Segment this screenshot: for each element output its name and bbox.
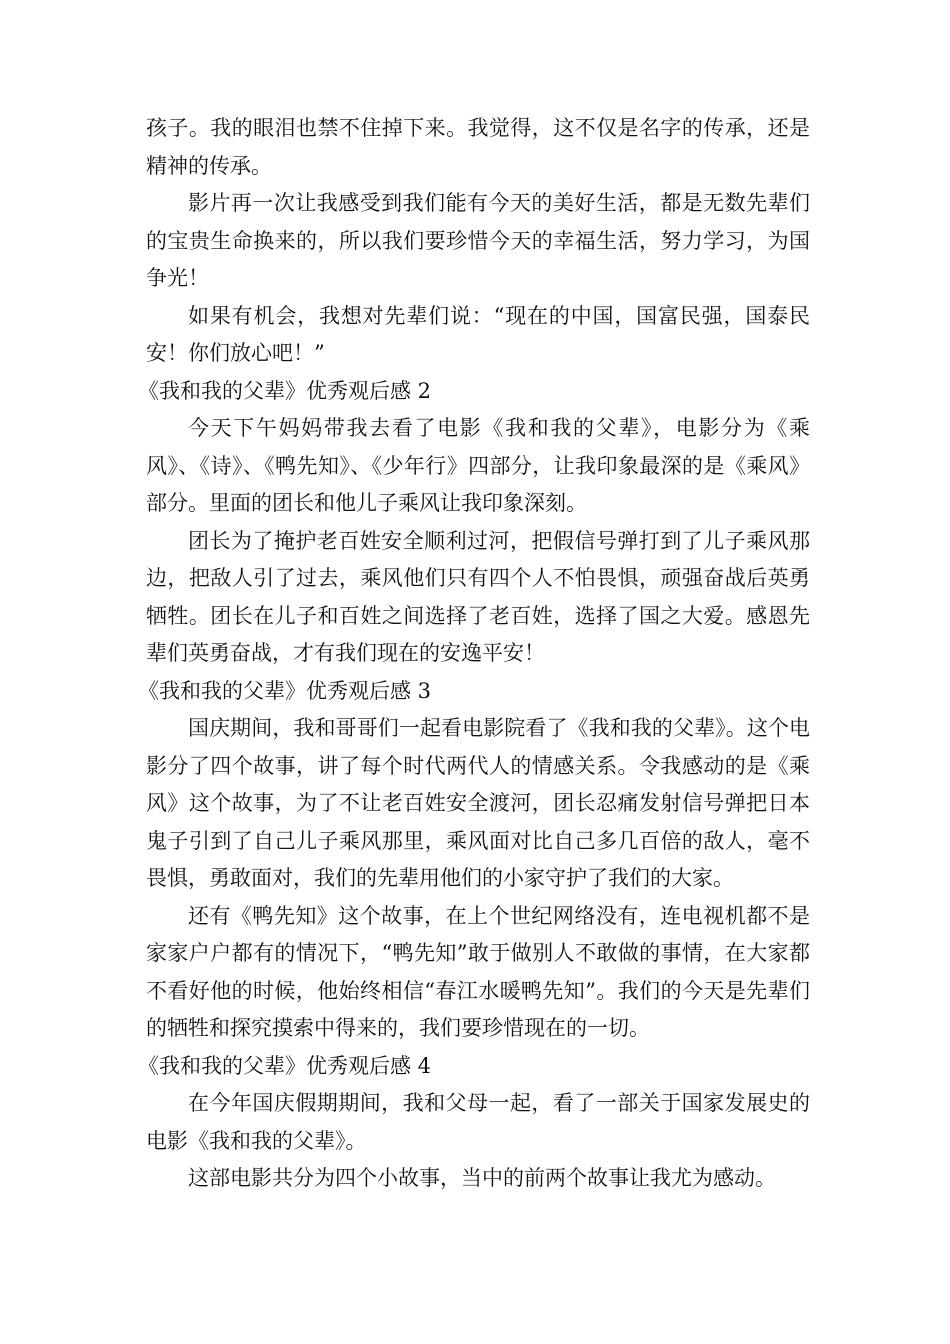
document-page (138, 110, 810, 1198)
paragraph: 在今年国庆假期期间，我和父母一起，看了一部关于国家发展史的电影《我和我的父辈》。 (146, 1091, 810, 1153)
paragraph: 今天下午妈妈带我去看了电影《我和我的父辈》，电影分为《乘风》、《诗》、《鸭先知》、《少年行》四部分，让我印象最深的是《乘风》部分。里面的团长和他儿子乘风让我印象深刻。 (146, 416, 810, 515)
paragraph: 影片再一次让我感受到我们能有今天的美好生活，都是无数先辈们的宝贵生命换来的，所以我们要珍惜今天的幸福生活，努力学习，为国争光！ (146, 191, 810, 290)
paragraph: 还有《鸭先知》这个故事，在上个世纪网络没有，连电视机都不是家家户户都有的情况下，“鸭先知”敢于做别人不敢做的事情，在大家都不看好他的时候，他始终相信“春江水暖鸭先知”。我们的今天是先辈们的牺牲和探究摸索中得来的，我们要珍惜现在的一切。 (146, 903, 810, 1040)
paragraph: 如果有机会，我想对先辈们说：“现在的中国，国富民强，国泰民安！你们放心吧！” (146, 303, 810, 365)
paragraph: 团长为了掩护老百姓安全顺利过河，把假信号弹打到了儿子乘风那边，把敌人引了过去，乘风他们只有四个人不怕畏惧，顽强奋战后英勇牺牲。团长在儿子和百姓之间选择了老百姓，选择了国之大爱。感恩先辈们英勇奋战，才有我们现在的安逸平安！ (146, 528, 810, 665)
section-heading-3: 《我和我的父辈》优秀观后感 3 (138, 678, 432, 703)
section-heading-4: 《我和我的父辈》优秀观后感 4 (138, 1053, 432, 1078)
section-heading-2: 《我和我的父辈》优秀观后感 2 (138, 378, 432, 403)
paragraph: 这部电影共分为四个小故事，当中的前两个故事让我尤为感动。 (188, 1166, 776, 1190)
paragraph-continued: 孩子。我的眼泪也禁不住掉下来。我觉得，这不仅是名字的传承，还是精神的传承。 (146, 116, 810, 178)
paragraph: 国庆期间，我和哥哥们一起看电影院看了《我和我的父辈》。这个电影分了四个故事，讲了每个时代两代人的情感关系。令我感动的是《乘风》这个故事，为了不让老百姓安全渡河，团长忍痛发射信号弹把日本鬼子引到了自己儿子乘风那里，乘风面对比自己多几百倍的敌人，毫不畏惧，勇敢面对，我们的先辈用他们的小家守护了我们的大家。 (146, 716, 810, 890)
